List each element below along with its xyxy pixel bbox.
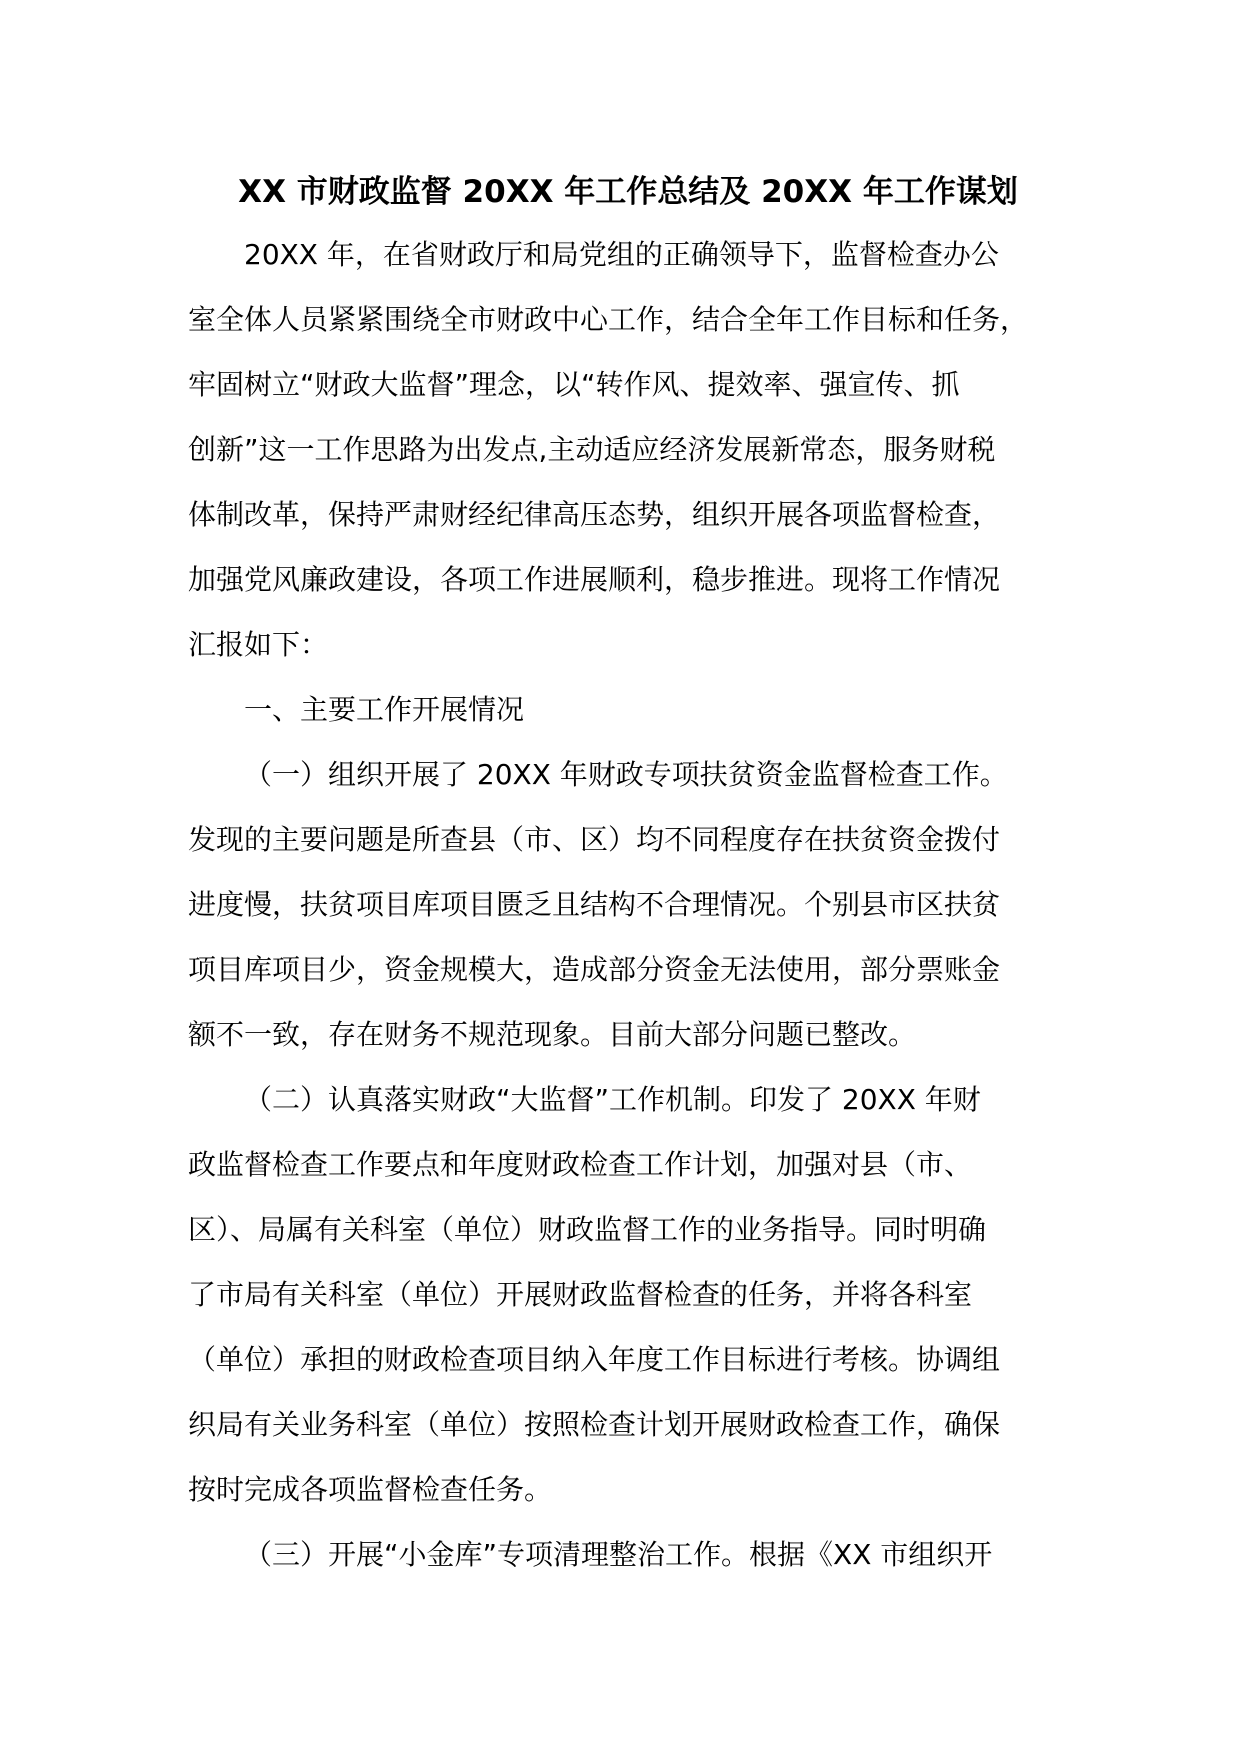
text-line: （单位）承担的财政检查项目纳入年度工作目标进行考核。协调组 (188, 1343, 1001, 1376)
text-line: 项目库项目少，资金规模大，造成部分资金无法使用，部分票账金 (188, 953, 1001, 986)
text-line: （三）开展“小金库”专项清理整治工作。根据《XX 市组织开 (244, 1538, 993, 1571)
document-page (188, 170, 1068, 1587)
paragraph-item-2 (188, 1067, 1068, 1522)
text-line: 加强党风廉政建设，各项工作进展顺利，稳步推进。现将工作情况 (188, 563, 1001, 596)
paragraph-intro (188, 222, 1068, 677)
text-line: 创新”这一工作思路为出发点,主动适应经济发展新常态，服务财税 (188, 433, 996, 466)
text-line: 牢固树立“财政大监督”理念，以“转作风、提效率、强宣传、抓 (188, 368, 960, 401)
text-line: 按时完成各项监督检查任务。 (188, 1473, 553, 1506)
text-line: 体制改革，保持严肃财经纪律高压态势，组织开展各项监督检查， (188, 498, 1001, 531)
text-line: 汇报如下： (188, 628, 329, 661)
text-line: 进度慢，扶贫项目库项目匮乏且结构不合理情况。个别县市区扶贫 (188, 888, 1001, 921)
paragraph-item-3 (188, 1522, 1068, 1587)
document-title: XX 市财政监督 20XX 年工作总结及 20XX 年工作谋划 (238, 174, 1018, 210)
text-line: 织局有关业务科室（单位）按照检查计划开展财政检查工作，确保 (188, 1408, 1001, 1441)
text-line: 20XX 年，在省财政厅和局党组的正确领导下，监督检查办公 (244, 238, 999, 271)
text-line: 室全体人员紧紧围绕全市财政中心工作，结合全年工作目标和任务， (188, 303, 1029, 336)
text-line: （一）组织开展了 20XX 年财政专项扶贫资金监督检查工作。 (244, 758, 1008, 791)
text-line: 发现的主要问题是所查县（市、区）均不同程度存在扶贫资金拨付 (188, 823, 1001, 856)
paragraph-item-1 (188, 742, 1068, 1067)
text-line: （二）认真落实财政“大监督”工作机制。印发了 20XX 年财 (244, 1083, 981, 1116)
text-line: 额不一致，存在财务不规范现象。目前大部分问题已整改。 (188, 1018, 917, 1051)
text-line: 区）、局属有关科室（单位）财政监督工作的业务指导。同时明确 (188, 1213, 987, 1246)
document-body (188, 222, 1068, 1587)
text-line: 政监督检查工作要点和年度财政检查工作计划，加强对县（市、 (188, 1148, 973, 1181)
section-heading (188, 677, 1068, 742)
text-line: 了市局有关科室（单位）开展财政监督检查的任务，并将各科室 (188, 1278, 973, 1311)
text-line: 一、主要工作开展情况 (244, 693, 525, 726)
